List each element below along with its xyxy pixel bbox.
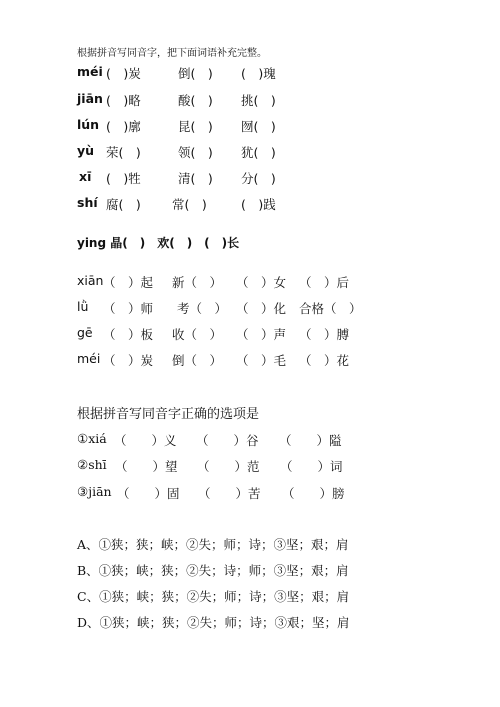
fill-cell: （ ）固: [117, 486, 180, 501]
fill-cell: （ ）起: [103, 275, 154, 290]
fill-cell: 新（ ）: [172, 275, 223, 290]
pinyin-label: jiān: [77, 91, 103, 106]
ying-line: ying 晶( ) 欢( ) ( )长: [77, 236, 240, 250]
fill-cell: （ ）毛: [236, 353, 287, 368]
fill-cell: ( )廓: [106, 119, 141, 134]
pinyin-label: méi: [77, 351, 101, 366]
question2-title: 根据拼音写同音字正确的选项是: [77, 407, 260, 422]
fill-cell: 酸( ): [178, 93, 213, 108]
option-a[interactable]: A、①狭；狭；峡；②失；师；诗；③坚；艰；肩: [77, 537, 349, 552]
fill-cell: 挑( ): [241, 93, 276, 108]
fill-cell: ( )略: [106, 93, 141, 108]
fill-cell: ( )践: [241, 197, 276, 212]
fill-cell: （ ）苦: [198, 486, 261, 501]
fill-cell: 清( ): [178, 171, 213, 186]
fill-cell: 犹( ): [241, 145, 276, 160]
fill-cell: 昆( ): [178, 119, 213, 134]
fill-cell: 倒( ): [178, 66, 213, 81]
fill-cell: 分( ): [241, 171, 276, 186]
fill-cell: 领( ): [178, 145, 213, 160]
fill-cell: 腐( ): [106, 197, 141, 212]
pinyin-label: shí: [77, 195, 98, 210]
fill-cell: （ ）化: [236, 301, 287, 316]
fill-cell: （ ）望: [115, 459, 178, 474]
fill-cell: （ ）膊: [299, 327, 350, 342]
fill-cell: （ ）师: [103, 301, 154, 316]
pinyin-label: xī: [79, 169, 92, 184]
pinyin-label: gē: [77, 325, 93, 340]
fill-cell: （ ）女: [236, 275, 287, 290]
fill-cell: （ ）范: [197, 459, 260, 474]
fill-cell: ( )瑰: [241, 66, 276, 81]
pinyin-label: lún: [77, 117, 100, 132]
item-number: ①xiá: [77, 431, 107, 446]
fill-cell: （ ）花: [299, 353, 350, 368]
fill-cell: （ ）膀: [282, 486, 345, 501]
fill-cell: （ ）词: [280, 459, 343, 474]
fill-cell: （ ）义: [114, 433, 177, 448]
option-d[interactable]: D、①狭；峡；狭；②失；师；诗；③艰；坚；肩: [77, 615, 350, 630]
pinyin-label: yù: [77, 143, 95, 158]
instruction-text: 根据拼音写同音字，把下面词语补充完整。: [77, 48, 267, 59]
option-b[interactable]: B、①狭；峡；狭；②失；诗；师；③坚；艰；肩: [77, 563, 349, 578]
item-number: ②shī: [77, 457, 107, 472]
fill-cell: 考（ ）: [177, 301, 228, 316]
fill-cell: 合格（ ）: [299, 301, 362, 316]
fill-cell: （ ）谷: [196, 433, 259, 448]
fill-cell: 倒（ ）: [172, 353, 223, 368]
fill-cell: 常( ): [172, 197, 207, 212]
pinyin-label: méi: [77, 64, 103, 79]
fill-cell: （ ）炭: [103, 353, 154, 368]
fill-cell: 收（ ）: [172, 327, 223, 342]
fill-cell: ( )牲: [106, 171, 141, 186]
fill-cell: （ ）隘: [279, 433, 342, 448]
item-number: ③jiān: [77, 484, 112, 499]
pinyin-label: xiān: [77, 273, 104, 288]
fill-cell: （ ）声: [236, 327, 287, 342]
fill-cell: ( )炭: [106, 66, 141, 81]
fill-cell: 囫( ): [241, 119, 276, 134]
fill-cell: （ ）板: [103, 327, 154, 342]
pinyin-label: lǜ: [77, 299, 89, 314]
fill-cell: （ ）后: [299, 275, 350, 290]
fill-cell: 荣( ): [106, 145, 141, 160]
option-c[interactable]: C、①狭；峡；狭；②失；师；诗；③坚；艰；肩: [77, 589, 350, 604]
